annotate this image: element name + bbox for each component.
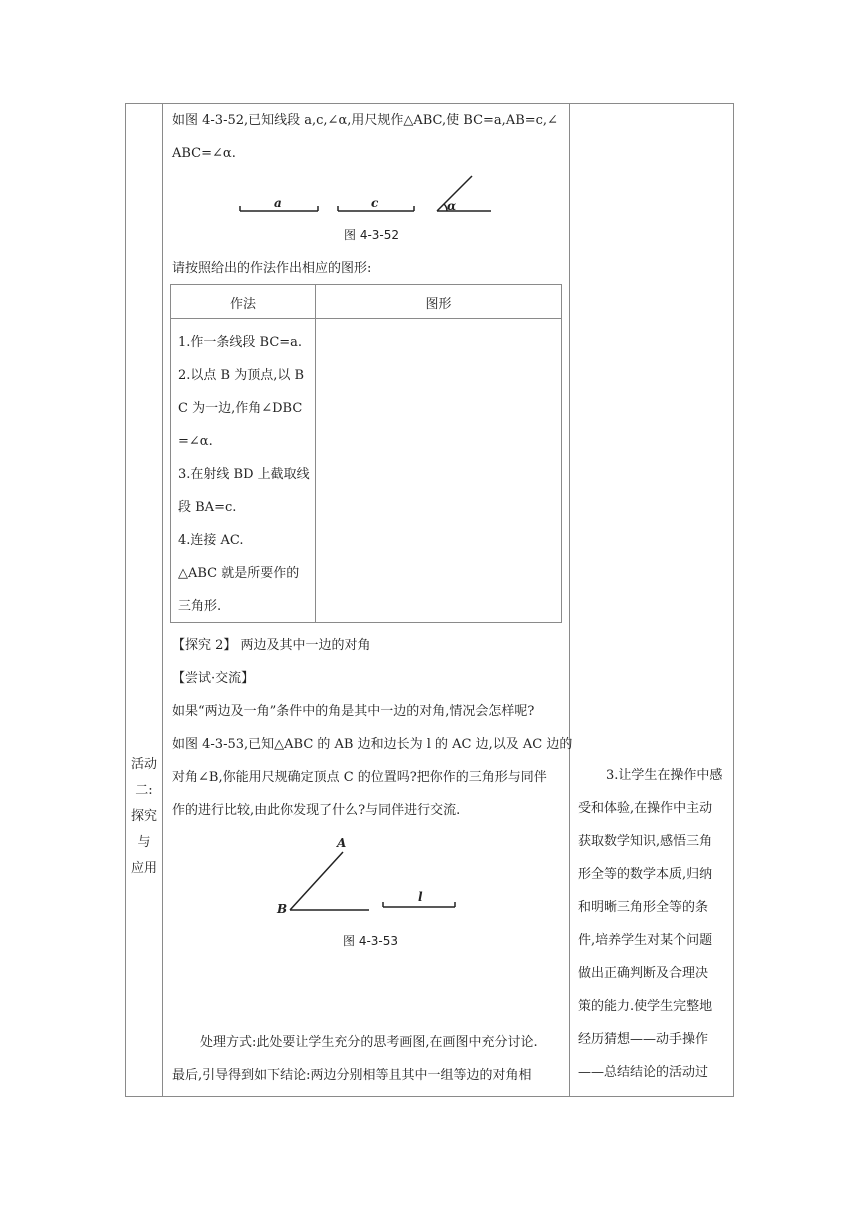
design-intent-line: 3.让学生在操作中感 [606, 768, 723, 783]
design-intent-line: 做出正确判断及合理决 [578, 966, 709, 981]
step-item: 4.连接 AC. [178, 533, 244, 548]
process-line-1: 处理方式:此处要让学生充分的思考画图,在画图中充分讨论. [200, 1035, 538, 1050]
segment-BA [290, 852, 343, 910]
label-a: a [274, 196, 282, 210]
question-line-1: 如果“两边及一角”条件中的角是其中一边的对角,情况会怎样呢? [172, 704, 535, 719]
activity-label-line: 探究 [130, 809, 157, 824]
design-intent-line: 件,培养学生对某个问题 [578, 933, 713, 948]
design-intent-line: 获取数学知识,感悟三角 [578, 834, 713, 849]
intro-line-2: ABC=∠α. [172, 146, 236, 161]
header-figure: 图形 [425, 297, 452, 312]
explore2-subtitle: 【尝试·交流】 [172, 671, 255, 686]
figure-caption-1: 图 4-3-52 [344, 228, 400, 242]
step-item: 1.作一条线段 BC=a. [178, 335, 303, 350]
label-B: B [277, 902, 288, 916]
question-line-4: 作的进行比较,由此你发现了什么?与同伴进行交流. [172, 803, 461, 818]
label-A: A [337, 836, 347, 850]
design-intent-line: 经历猜想——动手操作 [578, 1032, 709, 1047]
design-intent-text [578, 759, 728, 1089]
process-line-2: 最后,引导得到如下结论:两边分别相等且其中一组等边的对角相 [172, 1068, 532, 1083]
intro-line-1: 如图 4-3-52,已知线段 a,c,∠α,用尺规作△ABC,使 BC=a,AB=c,∠ [172, 113, 558, 128]
label-c: c [371, 196, 379, 210]
step-item: △ABC 就是所要作的三角形. [178, 566, 300, 614]
design-intent-line: 策的能力.使学生完整地 [578, 999, 713, 1014]
label-alpha: α [447, 199, 457, 213]
design-intent-line: ——总结结论的活动过 [578, 1065, 709, 1080]
activity-label-line: 应用 [130, 861, 157, 876]
instruction-text: 请按照给出的作法作出相应的图形: [172, 261, 372, 276]
label-l: l [418, 890, 423, 904]
activity-label-line: 活动 [130, 757, 157, 772]
activity-label-line: 二: [135, 783, 153, 798]
step-item: 2.以点 B 为顶点,以 BC 为一边,作角∠DBC=∠α. [178, 368, 305, 449]
question-line-3: 对角∠B,你能用尺规确定顶点 C 的位置吗?把你作的三角形与同伴 [172, 770, 547, 785]
header-method: 作法 [229, 297, 256, 312]
design-intent-line: 受和体验,在操作中主动 [578, 801, 713, 816]
design-intent-line: 和明晰三角形全等的条 [578, 900, 709, 915]
explore2-title: 【探究 2】 两边及其中一边的对角 [172, 638, 371, 653]
step-item: 3.在射线 BD 上截取线段 BA=c. [178, 467, 310, 515]
design-intent-line: 形全等的数学本质,归纳 [578, 867, 713, 882]
figure-caption-2: 图 4-3-53 [343, 934, 399, 948]
activity-label-line: 与 [137, 835, 151, 850]
question-line-2: 如图 4-3-53,已知△ABC 的 AB 边和边长为 l 的 AC 边,以及 AC 边的 [172, 737, 573, 752]
